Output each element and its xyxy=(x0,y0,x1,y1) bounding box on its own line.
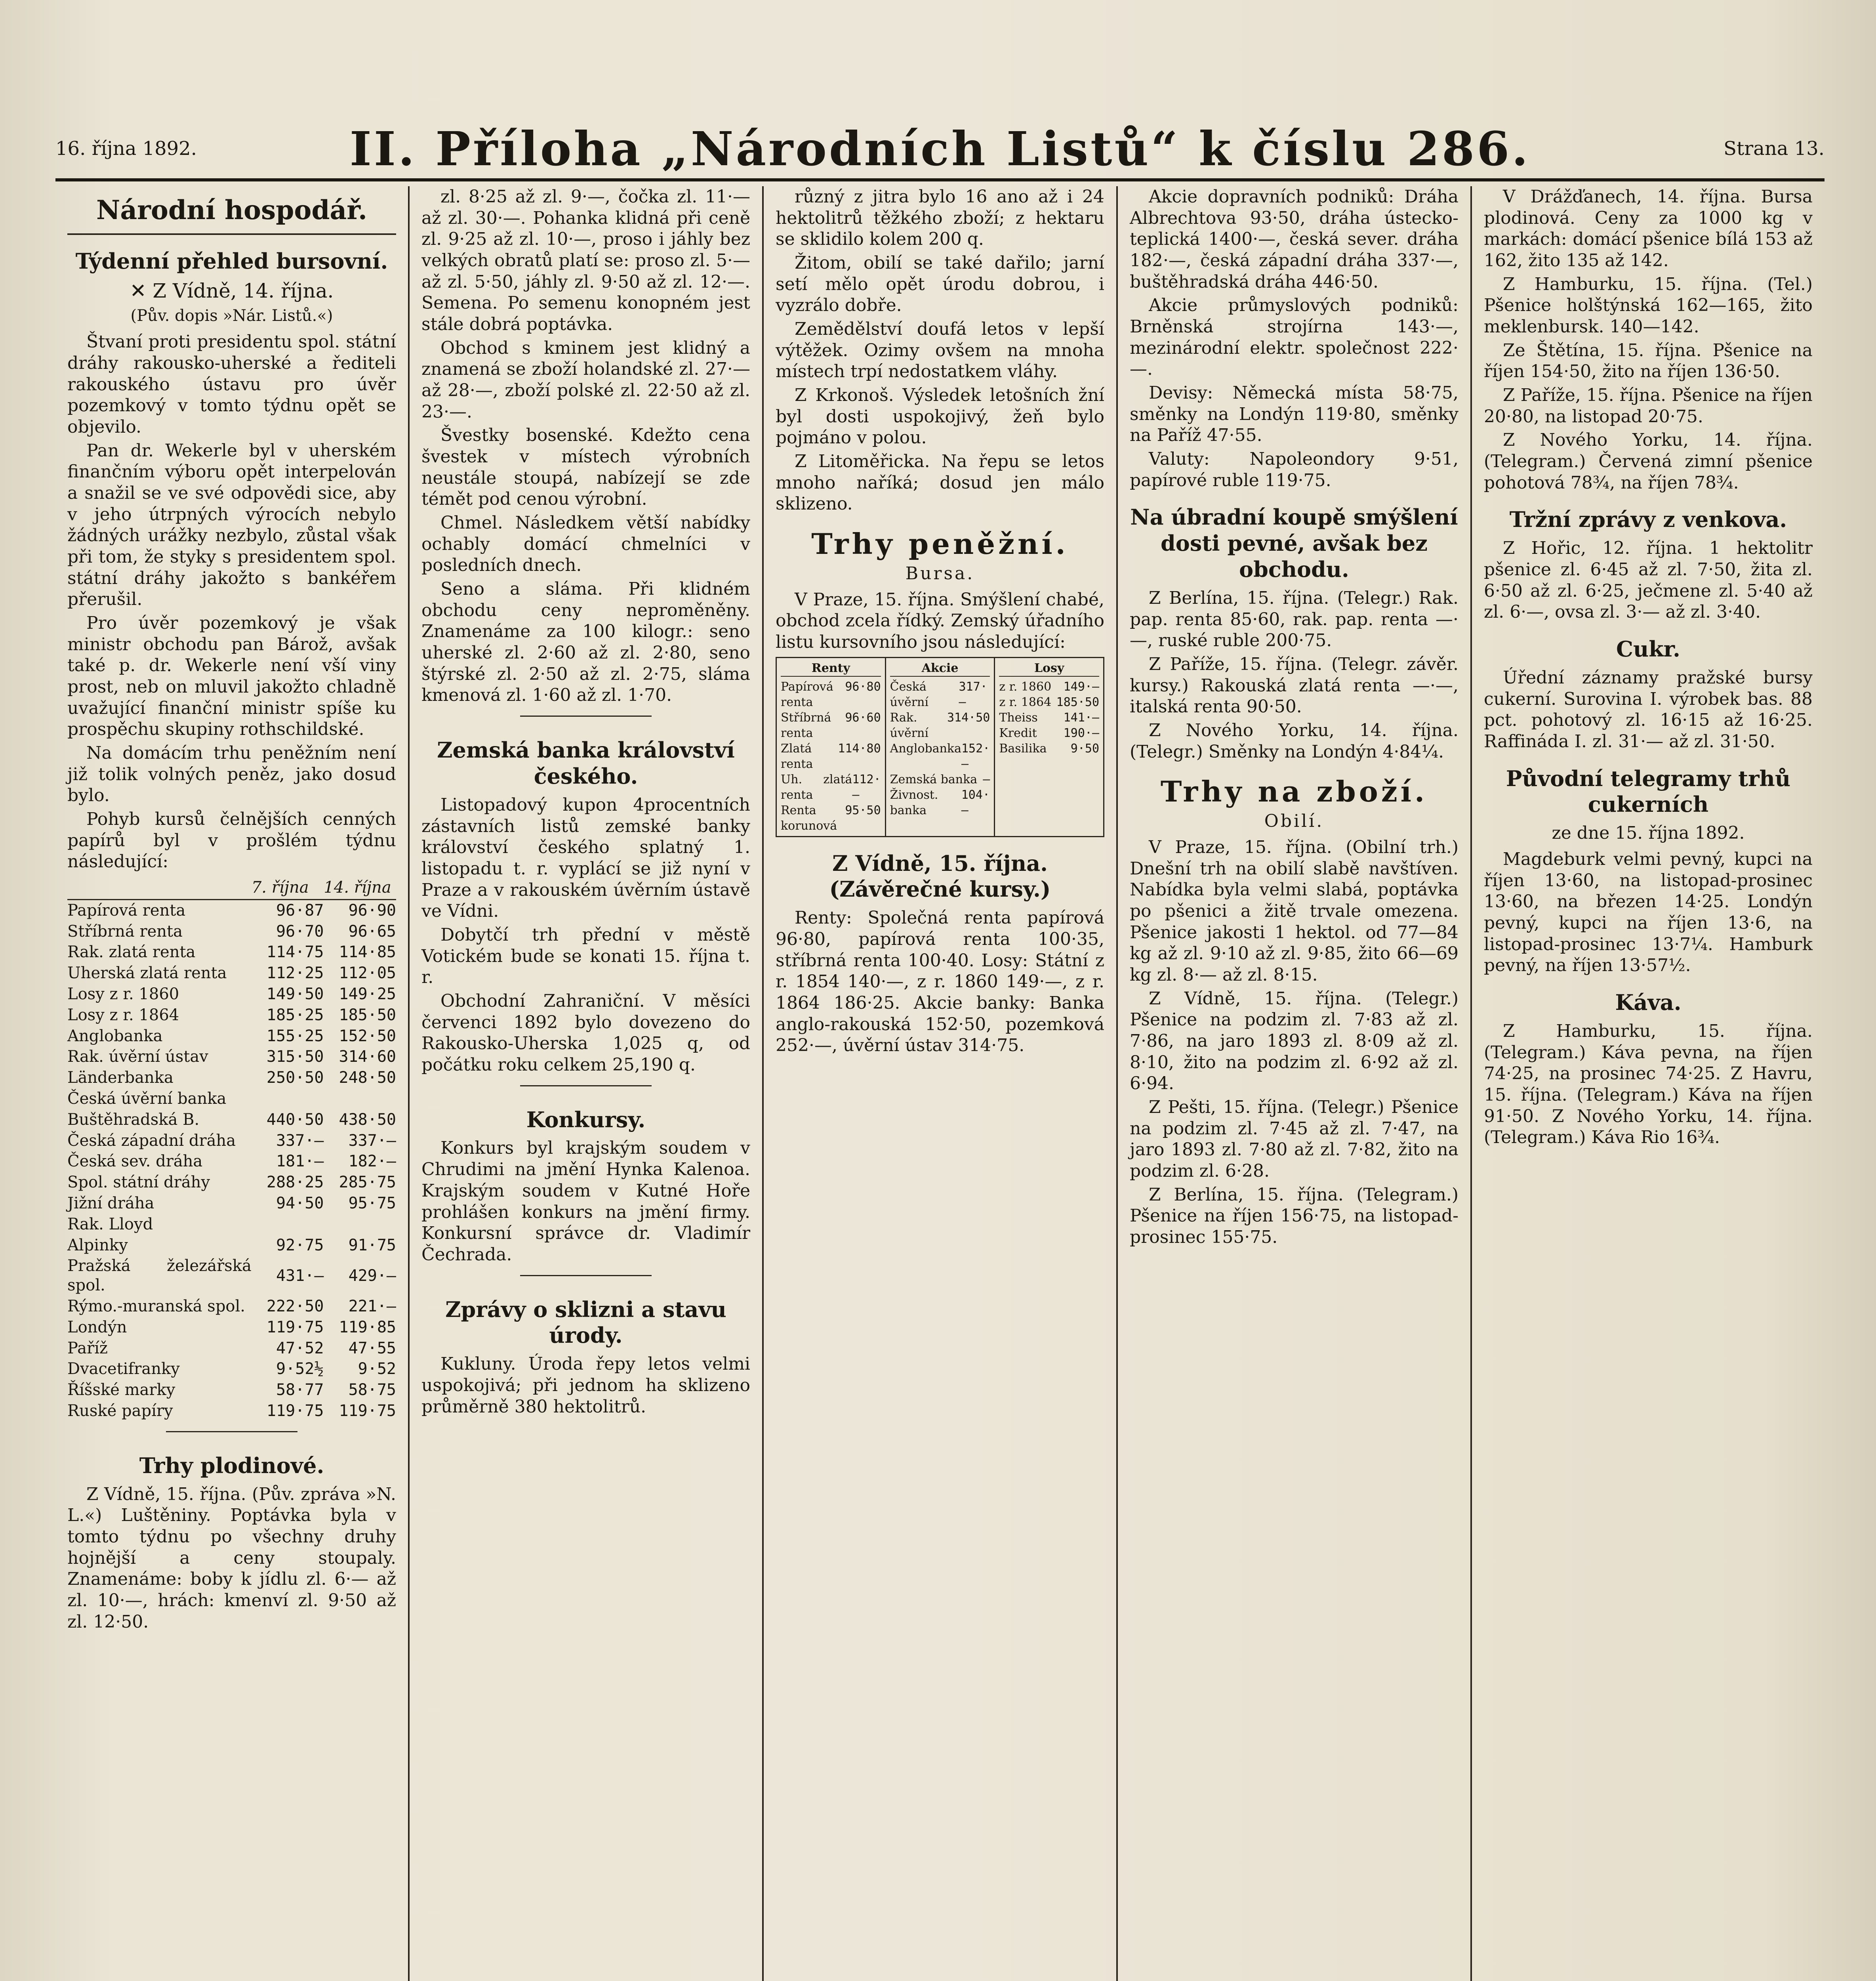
table-row xyxy=(67,1193,396,1214)
bourse-item: Stříbrná renta xyxy=(781,710,831,740)
bourse-price: 112·— xyxy=(852,772,881,802)
bourse-item: Kredit xyxy=(999,726,1037,740)
security-price: 222·50 xyxy=(266,1297,324,1315)
paragraph: V Drážďanech, 14. října. Bursa plodinová. Ceny za 1000 kg v markách: domácí pšenice bílá 153 až 162, žito 135 až 142. xyxy=(1484,187,1813,271)
bourse-list xyxy=(776,657,1104,837)
paragraph: Valuty: Napoleondory 9·51, papírové ruble 119·75. xyxy=(1130,449,1458,490)
paragraph: Konkurs byl krajským soudem v Chrudimi na jmění Hynka Kalenoa. Krajským soudem v Kutné Hoře prohlášen konkurs na jmění firmy. Konkursní správce dr. Vladimír Čechrada. xyxy=(421,1138,750,1265)
bourse-group xyxy=(995,658,1103,836)
paragraph: Seno a sláma. Při klidném obchodu ceny neproměněny. Znamenáme za 100 kilogr.: seno uherské zl. 2·60 až zl. 2·80, seno štýrské zl. 2·50 až zl. 2·75, sláma kmenová zl. 1·60 až zl. 1·70. xyxy=(421,579,750,706)
security-price: 119·75 xyxy=(266,1318,324,1336)
security-price: 92·75 xyxy=(276,1236,324,1254)
col-header xyxy=(67,876,252,899)
paragraph: V Praze, 15. října. Smýšlení chabé, obchod zcela řídký. Zemský úřadního listu kursovního jsou následující: xyxy=(776,589,1104,652)
bourse-price: 96·80 xyxy=(845,679,881,694)
bourse-item: z r. 1860 xyxy=(999,679,1052,694)
page-header xyxy=(55,119,1825,181)
security-price: 248·50 xyxy=(339,1069,396,1087)
security-name: Říšské marky xyxy=(67,1381,175,1399)
security-name: Stříbrná renta xyxy=(67,922,183,941)
security-name: Anglobanka xyxy=(67,1027,163,1045)
paragraph: různý z jitra bylo 16 ano až i 24 hektolitrů těžkého zboží; z hektaru se sklidilo kolem 200 q. xyxy=(776,187,1104,250)
security-price: 181·— xyxy=(276,1152,324,1171)
security-price: 149·50 xyxy=(266,985,324,1003)
paragraph: Z Nového Yorku, 14. října. (Telegr.) Směnky na Londýn 4·84¼. xyxy=(1130,720,1458,762)
column-layout xyxy=(55,186,1825,1981)
security-price: 91·75 xyxy=(348,1236,396,1254)
paragraph: Na domácím trhu peněžním není již tolik volných peněz, jako dosud bylo. xyxy=(67,742,396,806)
paragraph: Štvaní proti presidentu spol. státní dráhy rakousko-uherské a řediteli rakouského ústavu pro úvěr pozemkový v tomto týdnu opět se objevilo. xyxy=(67,332,396,437)
bourse-price: 96·60 xyxy=(845,710,881,725)
article-title: Káva. xyxy=(1615,989,1682,1015)
security-price: 9·52½ xyxy=(276,1360,324,1378)
security-price xyxy=(324,1088,396,1109)
table-row xyxy=(67,1172,396,1193)
security-name: Losy z r. 1864 xyxy=(67,1006,179,1024)
paragraph: Pro úvěr pozemkový je však ministr obchodu pan Bárož, avšak také p. dr. Wekerle není vší viny prost, neb on mluvil jakožto chladně uvažující finanční ministr spíše ku prospěchu skupiny rothschildské. xyxy=(67,613,396,740)
article-dateline: ✕ Z Vídně, 14. října. xyxy=(130,279,334,303)
table-row xyxy=(67,1317,396,1338)
divider xyxy=(166,1431,297,1439)
bourse-row xyxy=(890,772,990,787)
bourse-item: Zlatá renta xyxy=(781,741,813,771)
bourse-price: 141·— xyxy=(1063,710,1100,725)
security-price: 149·25 xyxy=(339,985,396,1003)
security-price: 119·75 xyxy=(266,1401,324,1420)
security-price: 152·50 xyxy=(339,1027,396,1045)
security-price: 185·25 xyxy=(266,1006,324,1024)
table-row xyxy=(67,1256,396,1296)
table-row xyxy=(67,899,396,921)
paragraph: Z Pešti, 15. října. (Telegr.) Pšenice na podzim zl. 7·45 až zl. 7·47, na jaro 1893 zl. 7·80 až zl. 7·82, žito na podzim zl. 6·28. xyxy=(1130,1097,1458,1181)
security-name: Česká sev. dráha xyxy=(67,1152,203,1171)
table-row xyxy=(67,1046,396,1067)
table-row xyxy=(67,1296,396,1317)
bourse-row xyxy=(781,741,881,772)
paragraph: Devisy: Německá místa 58·75, směnky na Londýn 119·80, směnky na Paříž 47·55. xyxy=(1130,383,1458,446)
paragraph: Obchod s kminem jest klidný a znamená se zboží holandské zl. 27·— až 28·—, zboží polské zl. 22·50 až zl. 23·—. xyxy=(421,338,750,422)
bourse-group xyxy=(777,658,886,836)
bourse-row xyxy=(781,710,881,741)
bourse-row xyxy=(999,710,1099,725)
security-price: 95·75 xyxy=(348,1194,396,1212)
table-row xyxy=(67,942,396,963)
table-row xyxy=(67,963,396,984)
security-price: 9·52 xyxy=(358,1360,396,1378)
security-price: 182·— xyxy=(348,1152,396,1171)
security-price: 96·70 xyxy=(276,922,324,941)
security-name: Länderbanka xyxy=(67,1069,173,1087)
security-name: Dvacetifranky xyxy=(67,1360,180,1378)
subsection-label: Obilí. xyxy=(1264,811,1324,832)
security-name: Ruské papíry xyxy=(67,1401,173,1420)
security-price: 185·50 xyxy=(339,1006,396,1024)
paragraph: Z Nového Yorku, 14. října. (Telegram.) Červená zimní pšenice pohotová 78¾, na říjen 78¾. xyxy=(1484,430,1813,493)
security-name: Rak. zlatá renta xyxy=(67,943,196,962)
table-row xyxy=(67,1380,396,1401)
bourse-row xyxy=(999,695,1099,710)
security-price: 221·— xyxy=(348,1297,396,1315)
bourse-row xyxy=(999,725,1099,741)
paragraph: Kukluny. Úroda řepy letos velmi uspokojivá; při jednom ha sklizeno průměrně 380 hektolitrů. xyxy=(421,1354,750,1417)
section-title: Trhy peněžní. xyxy=(811,527,1069,561)
bourse-price: 9·50 xyxy=(1070,741,1100,756)
paragraph: Z Paříže, 15. října. Pšenice na říjen 20·80, na listopad 20·75. xyxy=(1484,385,1813,427)
table-row xyxy=(67,921,396,942)
security-name: Losy z r. 1860 xyxy=(67,985,179,1003)
security-price: 250·50 xyxy=(266,1069,324,1087)
article-title: Z Vídně, 15. října. (Závěrečné kursy.) xyxy=(829,850,1051,902)
bourse-row xyxy=(890,787,990,818)
paragraph: Z Vídně, 15. října. (Telegr.) Pšenice na podzim zl. 7·83 až zl. 7·86, na jaro 1893 zl. 8·09 až zl. 8·10, žito na podzim zl. 6·92 až zl. 6·94. xyxy=(1130,988,1458,1094)
article-title: Trhy plodinové. xyxy=(139,1452,324,1478)
bourse-price: — xyxy=(983,772,990,786)
bourse-price: 185·50 xyxy=(1056,695,1100,709)
bourse-item: Zemská banka xyxy=(890,772,978,786)
column-3 xyxy=(764,186,1118,1981)
security-price: 96·87 xyxy=(276,901,324,920)
bourse-price: 317·— xyxy=(959,679,988,709)
security-price: 314·60 xyxy=(339,1048,396,1066)
article-title: Na úbradní koupě smýšlení dosti pevné, avšak bez obchodu. xyxy=(1130,504,1458,582)
security-name: Česká úvěrní banka xyxy=(67,1089,227,1108)
paragraph: Chmel. Následkem větší nabídky ochably domácí chmelníci v posledních dnech. xyxy=(421,513,750,576)
bourse-row xyxy=(781,772,881,803)
paragraph: Obchodní Zahraniční. V měsíci červenci 1892 bylo dovezeno do Rakousko-Uherska 1,025 q, od počátku roku celkem 25,190 q. xyxy=(421,990,750,1075)
section-heading: Národní hospodář. xyxy=(67,194,396,235)
security-name: Spol. státní dráhy xyxy=(67,1173,210,1192)
paragraph: Z Litoměřicka. Na řepu se letos mnoho naříká; dosud jen málo sklizeno. xyxy=(776,451,1104,514)
security-price: 337·— xyxy=(276,1131,324,1150)
subsection-label: Bursa. xyxy=(905,563,975,584)
article-title: Konkursy. xyxy=(526,1107,646,1132)
table-row xyxy=(67,1109,396,1130)
column-1 xyxy=(55,186,410,1981)
security-price: 58·75 xyxy=(348,1381,396,1399)
paragraph: Akcie průmyslových podniků: Brněnská strojírna 143·—, mezinárodní elektr. společnost 222·—. xyxy=(1130,295,1458,380)
security-name: Alpinky xyxy=(67,1236,128,1254)
table-row xyxy=(67,1067,396,1088)
paragraph: Úřední záznamy pražské bursy cukerní. Surovina I. výrobek bas. 88 pct. pohotový zl. 16·15 až 16·25. Raffináda I. zl. 31·— až zl. 31·50. xyxy=(1484,667,1813,752)
article-title: Tržní zprávy z venkova. xyxy=(1509,507,1787,532)
paragraph: Z Berlína, 15. října. (Telegr.) Rak. pap. renta 85·60, rak. pap. renta —·—, ruské ruble 200·75. xyxy=(1130,588,1458,651)
security-price: 431·— xyxy=(276,1266,324,1285)
bourse-group-heading: Renty xyxy=(781,660,881,677)
paragraph: Z Hořic, 12. října. 1 hektolitr pšenice zl. 6·45 až zl. 7·50, žita zl. 6·50 až zl. 6·25, ječmene zl. 5·40 až zl. 6·—, ovsa zl. 3·— až zl. 3·40. xyxy=(1484,538,1813,622)
bourse-price: 314·50 xyxy=(947,710,990,725)
security-name: Rýmo.-muranská spol. xyxy=(67,1297,246,1315)
security-name: Česká západní dráha xyxy=(67,1131,236,1150)
table-row xyxy=(67,1151,396,1172)
security-price xyxy=(252,1088,324,1109)
bourse-price: 149·— xyxy=(1063,679,1100,694)
paragraph: Švestky bosenské. Kdežto cena švestek v místech výrobních neustále stoupá, nabízejí se zde témět pod cenou výrobní. xyxy=(421,425,750,510)
security-name: Londýn xyxy=(67,1318,127,1336)
article-title: Původní telegramy trhů cukerních xyxy=(1506,765,1791,817)
security-price xyxy=(324,1214,396,1235)
securities-table xyxy=(67,876,396,1422)
bourse-item: Rak. úvěrní xyxy=(890,710,928,740)
security-name: Buštěhradská B. xyxy=(67,1110,200,1129)
paragraph: Pohyb kursů čelnějších cenných papírů byl v prošlém týdnu následující: xyxy=(67,809,396,872)
article-source: (Pův. dopis »Nár. Listů.«) xyxy=(130,307,333,325)
table-row xyxy=(67,984,396,1005)
security-price: 119·85 xyxy=(339,1318,396,1336)
bourse-item: Anglobanka xyxy=(890,741,961,756)
security-price: 96·90 xyxy=(348,901,396,920)
paragraph: Z Hamburku, 15. října. (Tel.) Pšenice holštýnská 162—165, žito meklenbursk. 140—142. xyxy=(1484,274,1813,337)
security-price: 112·25 xyxy=(266,964,324,983)
security-price: 58·77 xyxy=(276,1381,324,1399)
bourse-item: Uh. zlatá renta xyxy=(781,772,852,802)
security-price: 114·85 xyxy=(339,943,396,962)
paragraph: Magdeburk velmi pevný, kupci na říjen 13·60, na listopad-prosinec 13·60, na březen 14·25. Londýn pevný, kupci na říjen 13·6, na listopad-prosinec 13·7¼. Hamburk pevný, na říjen 13·57½. xyxy=(1484,849,1813,976)
column-2 xyxy=(410,186,764,1981)
bourse-item: Živnost. banka xyxy=(890,788,938,817)
security-price: 94·50 xyxy=(276,1194,324,1212)
bourse-row xyxy=(890,710,990,741)
security-name: Papírová renta xyxy=(67,901,186,920)
bourse-item: Theiss xyxy=(999,710,1038,725)
bourse-price: 95·50 xyxy=(845,803,881,817)
bourse-item: Česká úvěrní xyxy=(890,679,928,709)
divider xyxy=(520,1275,652,1283)
security-price: 96·65 xyxy=(348,922,396,941)
paragraph: Listopadový kupon 4procentních zástavních listů zemské banky království českého splatný 1. listopadu t. r. vyplácí se již nyní v Praze a v rakouském úvěrním ústavě ve Vídni. xyxy=(421,794,750,922)
security-price: 155·25 xyxy=(266,1027,324,1045)
security-price: 47·55 xyxy=(348,1339,396,1357)
table-row xyxy=(67,1214,396,1235)
bourse-group xyxy=(886,658,995,836)
paragraph: zl. 8·25 až zl. 9·—, čočka zl. 11·— až zl. 30·—. Pohanka klidná při ceně zl. 9·25 až zl. 10·—, proso i jáhly bez velkých obratů platí se: proso zl. 5·— až zl. 5·50, jáhly zl. 9·50 až zl. 12·—. Semena. Po semenu konopném jest stále dobrá poptávka. xyxy=(421,187,750,335)
security-price: 429·— xyxy=(348,1266,396,1285)
bourse-group-heading: Losy xyxy=(999,660,1099,677)
security-name: Uherská zlatá renta xyxy=(67,964,227,983)
divider xyxy=(520,716,652,724)
security-price xyxy=(252,1214,324,1235)
security-price: 112·05 xyxy=(339,964,396,983)
security-price: 119·75 xyxy=(339,1401,396,1420)
bourse-row xyxy=(999,679,1099,695)
supplement-title: II. Příloha „Národních Listů“ k číslu 286. xyxy=(349,121,1531,176)
paragraph: Renty: Společná renta papírová 96·80, papírová renta 100·35, stříbrná renta 100·40. Losy: Státní z r. 1854 140·—, z r. 1860 149·—, z r. 1864 186·25. Akcie banky: Banka anglo-rakouská 152·50, pozemková 252·—, úvěrní ústav 314·75. xyxy=(776,908,1104,1056)
bourse-item: Basilika xyxy=(999,741,1047,756)
security-price: 47·52 xyxy=(276,1339,324,1357)
table-row xyxy=(67,1130,396,1151)
paragraph: Z Paříže, 15. října. (Telegr. závěr. kursy.) Rakouská zlatá renta —·—, italská renta 90·50. xyxy=(1130,654,1458,717)
table-row xyxy=(67,1026,396,1047)
security-name: Pražská železářská spol. xyxy=(67,1257,252,1295)
security-price: 438·50 xyxy=(339,1110,396,1129)
col-header: 7. října xyxy=(252,876,324,899)
paragraph: Z Berlína, 15. října. (Telegram.) Pšenice na říjen 156·75, na listopad-prosinec 155·75. xyxy=(1130,1184,1458,1247)
paragraph: Zemědělství doufá letos v lepší výtěžek. Ozimy ovšem na mnoha místech trpí nedostatkem vláhy. xyxy=(776,319,1104,382)
paragraph: V Praze, 15. října. (Obilní trh.) Dnešní trh na obilí slabě navštíven. Nabídka byla velmi slabá, poptávka po pšenici a žitě trvale omezena. Pšenice jakosti 1 hektol. od 77—84 kg až zl. 9·10 až zl. 9·85, žito 66—69 kg zl. 8·— až zl. 8·15. xyxy=(1130,837,1458,985)
article-title: Týdenní přehled bursovní. xyxy=(75,248,388,274)
bourse-item: z r. 1864 xyxy=(999,695,1052,709)
paragraph: Pan dr. Wekerle byl v uherském finančním výboru opět interpelován a snažil se ve své odpovědi sice, aby v jeho útrpných výrocích nebylo žádných urážky nezbylo, zůstal však při tom, že styky s presidentem spol. státní dráhy jakožto s bankéřem přerušil. xyxy=(67,440,396,610)
security-price: 288·25 xyxy=(266,1173,324,1192)
bourse-row xyxy=(890,741,990,772)
table-row xyxy=(67,1401,396,1422)
bourse-item: Renta korunová xyxy=(781,803,837,833)
security-price: 337·— xyxy=(348,1131,396,1150)
col-header: 14. října xyxy=(324,876,396,899)
bourse-group-heading: Akcie xyxy=(890,660,990,677)
paragraph: Z Vídně, 15. října. (Pův. zpráva »N. L.«) Luštěniny. Poptávka byla v tomto týdnu po všechny druhy hojnější a ceny stoupaly. Znamenáme: boby k jídlu zl. 6·— až zl. 10·—, hrách: kmenví zl. 9·50 až zl. 12·50. xyxy=(67,1484,396,1632)
paragraph: Dobytčí trh přední v městě Votickém bude se konati 15. října t. r. xyxy=(421,924,750,988)
section-title: Trhy na zboží. xyxy=(1160,775,1428,809)
security-price: 315·50 xyxy=(266,1048,324,1066)
security-name: Rak. Lloyd xyxy=(67,1215,153,1233)
table-row xyxy=(67,1338,396,1359)
bourse-price: 152·— xyxy=(961,741,990,771)
bourse-price: 190·— xyxy=(1063,726,1100,740)
paragraph: Z Krkonoš. Výsledek letošních žní byl dosti uspokojivý, žeň bylo pojmáno v polou. xyxy=(776,385,1104,448)
table-row xyxy=(67,1359,396,1380)
bourse-price: 104·— xyxy=(961,788,990,817)
page-number: Strana 13. xyxy=(1723,137,1825,160)
table-row xyxy=(67,1235,396,1256)
table-row xyxy=(67,1088,396,1109)
security-price: 440·50 xyxy=(266,1110,324,1129)
paragraph: Akcie dopravních podniků: Dráha Albrechtova 93·50, dráha ústecko-teplická 1400·—, česká sever. dráha 182·—, česká západní dráha 337·—, buštěhradská dráha 446·50. xyxy=(1130,187,1458,292)
bourse-row xyxy=(781,679,881,710)
bourse-row xyxy=(890,679,990,710)
bourse-price: 114·80 xyxy=(838,741,881,756)
article-dateline: ze dne 15. října 1892. xyxy=(1552,823,1745,844)
security-name: Rak. úvěrní ústav xyxy=(67,1048,208,1066)
column-4 xyxy=(1118,186,1472,1981)
paragraph: Žitom, obilí se také dařilo; jarní setí mělo opět úrodu dobrou, i vyzrálo dobře. xyxy=(776,253,1104,316)
paragraph: Z Hamburku, 15. října. (Telegram.) Káva pevna, na říjen 74·25, na prosinec 74·25. Z Havru, 15. října. (Telegram.) Káva na říjen 91·50. Z Nového Yorku, 14. října. (Telegram.) Káva Rio 16¾. xyxy=(1484,1021,1813,1148)
divider xyxy=(520,1085,652,1094)
article-title: Zprávy o sklizni a stavu úrody. xyxy=(445,1296,726,1348)
security-name: Paříž xyxy=(67,1339,108,1357)
article-title: Zemská banka království českého. xyxy=(437,737,735,789)
article-title: Cukr. xyxy=(1616,636,1680,662)
security-price: 285·75 xyxy=(339,1173,396,1192)
bourse-row xyxy=(999,741,1099,756)
issue-date: 16. října 1892. xyxy=(55,137,197,160)
security-name: Jižní dráha xyxy=(67,1194,154,1212)
paragraph: Ze Štětína, 15. října. Pšenice na říjen 154·50, žito na říjen 136·50. xyxy=(1484,340,1813,382)
bourse-item: Papírová renta xyxy=(781,679,833,709)
bourse-row xyxy=(781,803,881,834)
securities-table-header xyxy=(67,876,396,899)
column-5 xyxy=(1472,186,1825,1981)
table-row xyxy=(67,1005,396,1026)
security-price: 114·75 xyxy=(266,943,324,962)
